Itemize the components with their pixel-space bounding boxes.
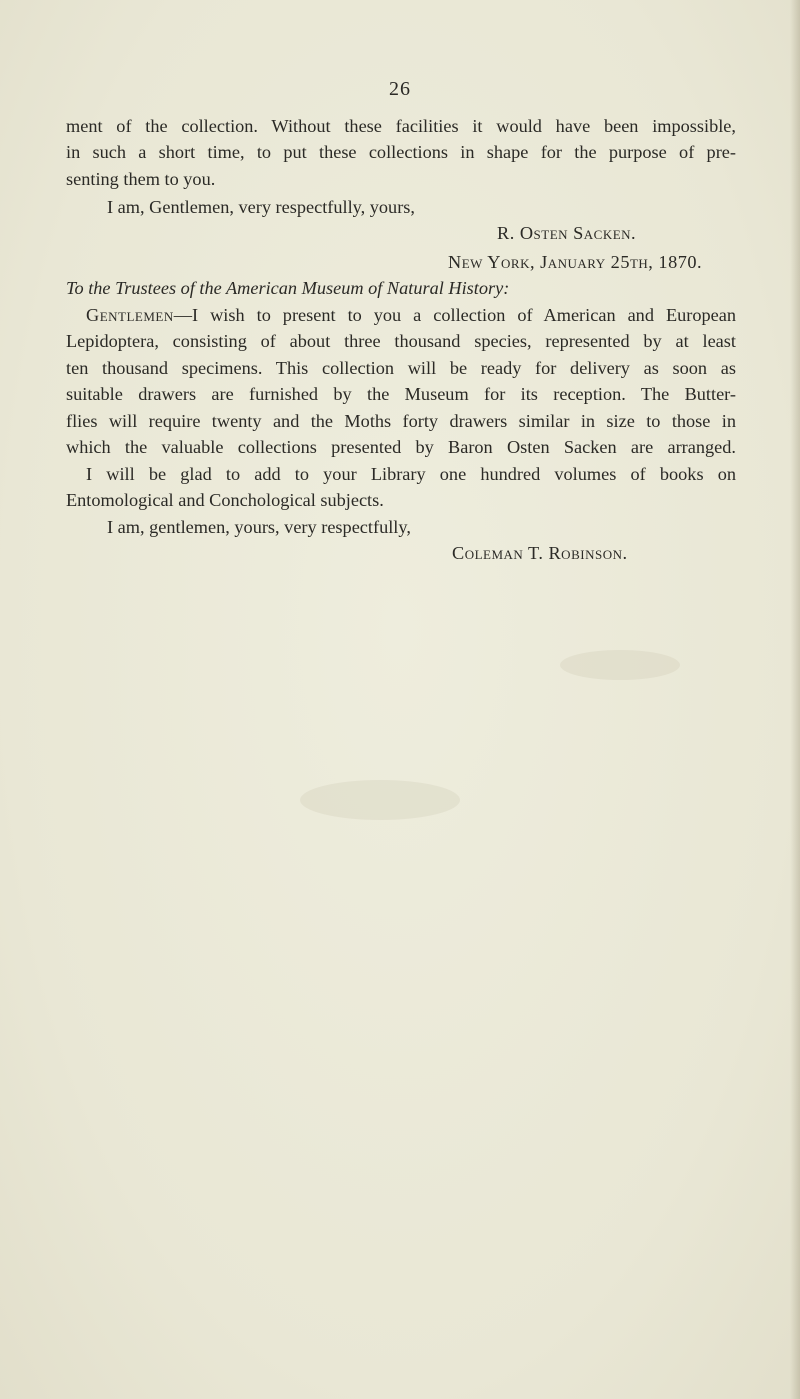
dateline: New York, January 25th, 1870. — [448, 252, 703, 272]
body-line: which the valuable collections presented by Baron Osten Sacken are arranged. — [66, 437, 736, 457]
body-line: Entomological and Conchological subjects. — [66, 490, 384, 510]
signature: R. Osten Sacken. — [497, 223, 637, 243]
page-edge-shadow — [790, 0, 800, 1399]
body-line: suitable drawers are furnished by the Museum for its reception. The Butter- — [66, 384, 736, 404]
salutation-word: Gentlemen — [86, 305, 174, 325]
body-line-first — [86, 302, 736, 328]
salutation: To the Trustees of the American Museum of Natural History: — [66, 278, 510, 298]
page-number: 26 — [389, 78, 411, 100]
body-line: senting them to you. — [66, 169, 216, 189]
body-line: ment of the collection. Without these facilities it would have been impossible, — [66, 116, 736, 136]
body-line: ten thousand specimens. This collection will be ready for delivery as soon as — [66, 358, 736, 378]
body-line: in such a short time, to put these collections in shape for the purpose of pre- — [66, 142, 736, 162]
signature: Coleman T. Robinson. — [452, 543, 628, 563]
closing-line: I am, Gentlemen, very respectfully, yours, — [107, 197, 415, 217]
paper-stain — [560, 650, 680, 680]
closing-line: I am, gentlemen, yours, very respectfully, — [107, 517, 411, 537]
body-line-text: —I wish to present to you a collection of American and European — [173, 305, 736, 325]
paper-stain — [300, 780, 460, 820]
body-line: I will be glad to add to your Library one hundred volumes of books on — [86, 464, 736, 484]
body-line: flies will require twenty and the Moths forty drawers similar in size to those in — [66, 411, 736, 431]
body-line: Lepidoptera, consisting of about three thousand species, represented by at least — [66, 331, 736, 351]
